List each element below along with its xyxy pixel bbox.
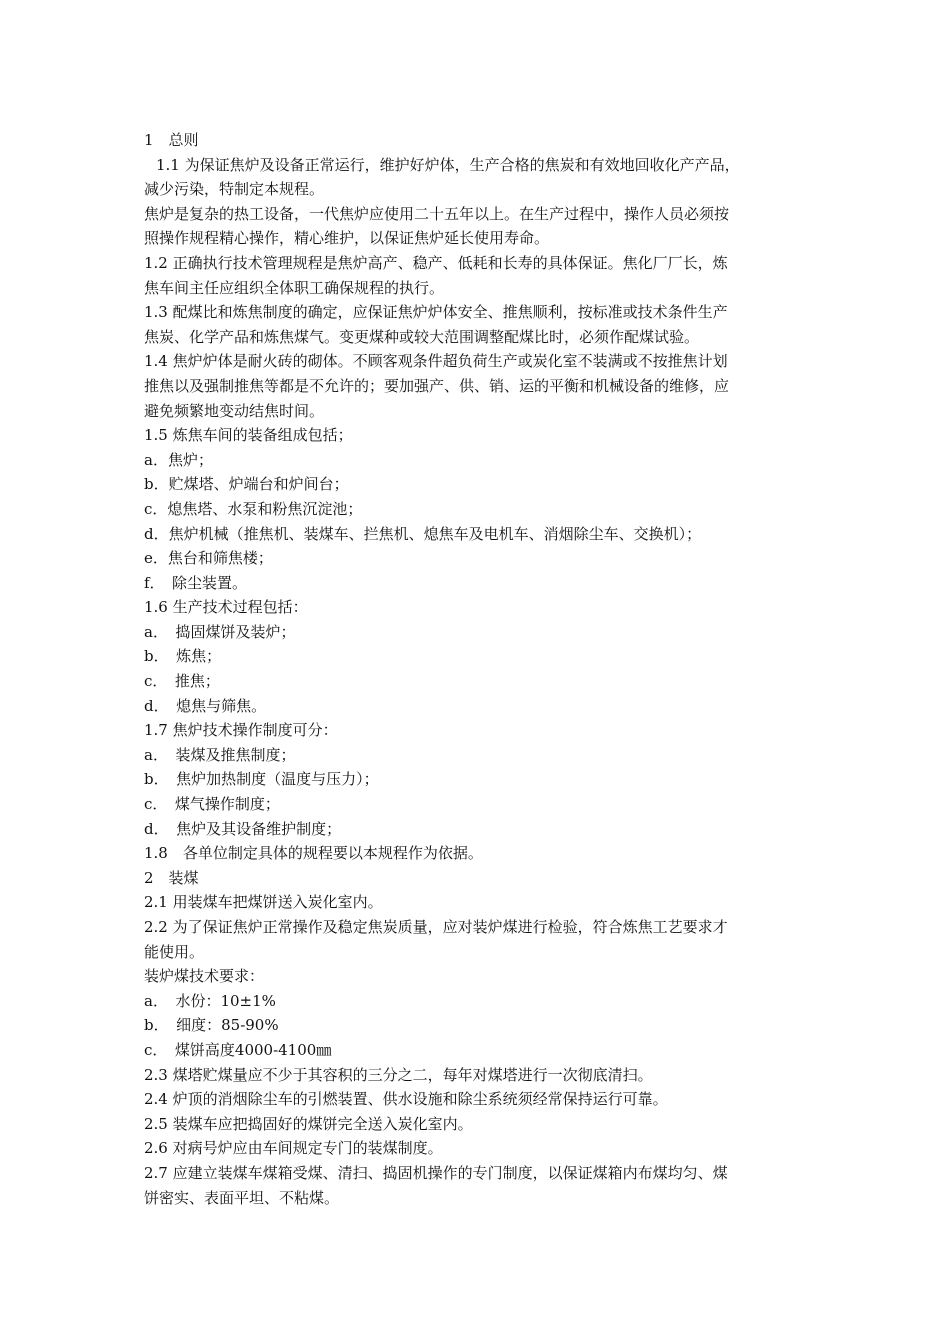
list-item: a． 捣固煤饼及装炉；	[144, 622, 296, 641]
paragraph-line: 1.7 焦炉技术操作制度可分：	[144, 721, 338, 740]
paragraph-line: 1.6 生产技术过程包括：	[144, 598, 308, 617]
paragraph-line: 2.5 装煤车应把捣固好的煤饼完全送入炭化室内。	[144, 1114, 473, 1133]
list-item: d． 焦炉及其设备维护制度；	[144, 819, 342, 838]
list-item: f． 除尘装置。	[144, 573, 248, 592]
list-item: b． 焦炉加热制度（温度与压力）；	[144, 770, 379, 789]
paragraph-line: 照操作规程精心操作，精心维护，以保证焦炉延长使用寿命。	[144, 229, 550, 248]
list-item: d． 熄焦与筛焦。	[144, 696, 267, 715]
paragraph-line: 焦炉是复杂的热工设备，一代焦炉应使用二十五年以上。在生产过程中，操作人员必须按	[144, 204, 730, 223]
paragraph-line: 1.1 为保证焦炉及设备正常运行，维护好炉体，生产合格的焦炭和有效地回收化产产品，	[156, 155, 740, 174]
paragraph-line: 1.8 各单位制定具体的规程要以本规程作为依据。	[144, 844, 483, 863]
paragraph-line: 2.1 用装煤车把煤饼送入炭化室内。	[144, 893, 383, 912]
list-item: a． 水份：10±1%	[144, 991, 276, 1010]
list-item: c． 推焦；	[144, 672, 220, 691]
section-heading-coal-charging: 2 装煤	[144, 868, 199, 887]
paragraph-line: 避免频繁地变动结焦时间。	[144, 401, 325, 420]
list-item: b．贮煤塔、炉端台和炉间台；	[144, 475, 349, 494]
list-item: e．焦台和筛焦楼；	[144, 549, 273, 568]
paragraph-line: 2.3 煤塔贮煤量应不少于其容积的三分之二，每年对煤塔进行一次彻底清扫。	[144, 1065, 653, 1084]
list-item: b． 细度：85-90%	[144, 1016, 279, 1035]
list-item: d．焦炉机械（推焦机、装煤车、拦焦机、熄焦车及电机车、消烟除尘车、交换机）；	[144, 524, 702, 543]
paragraph-line: 推焦以及强制推焦等都是不允许的；要加强产、供、销、运的平衡和机械设备的维修，应	[144, 376, 730, 395]
paragraph-line: 1.5 炼焦车间的装备组成包括；	[144, 426, 353, 445]
paragraph-line: 2.2 为了保证焦炉正常操作及稳定焦炭质量，应对装炉煤进行检验，符合炼焦工艺要求才	[144, 918, 728, 936]
paragraph-line: 2.6 对病号炉应由车间规定专门的装煤制度。	[144, 1139, 443, 1158]
list-item: c． 煤气操作制度；	[144, 795, 280, 814]
list-item: b． 炼焦；	[144, 647, 222, 666]
paragraph-line: 焦炭、化学产品和炼焦煤气。变更煤种或较大范围调整配煤比时，必须作配煤试验。	[144, 327, 700, 346]
list-item: a． 装煤及推焦制度；	[144, 745, 296, 764]
list-item: c． 煤饼高度4000-4100㎜	[144, 1040, 332, 1059]
paragraph-line: 2.4 炉顶的消烟除尘车的引燃装置、供水设施和除尘系统须经常保持运行可靠。	[144, 1090, 668, 1109]
paragraph-line: 1.2 正确执行技术管理规程是焦炉高产、稳产、低耗和长寿的具体保证。焦化厂厂长，炼	[144, 253, 728, 272]
paragraph-line: 装炉煤技术要求：	[144, 967, 265, 986]
section-heading-general: 1 总则	[144, 131, 199, 149]
paragraph-line: 焦车间主任应组织全体职工确保规程的执行。	[144, 278, 445, 297]
paragraph-line: 能使用。	[144, 942, 205, 961]
document-body	[144, 128, 814, 1210]
list-item: c．熄焦塔、水泵和粉焦沉淀池；	[144, 499, 363, 518]
list-item: a．焦炉；	[144, 450, 213, 469]
paragraph-line: 1.4 焦炉炉体是耐火砖的砌体。不顾客观条件超负荷生产或炭化室不装满或不按推焦计划	[144, 352, 728, 371]
paragraph-line: 减少污染，特制定本规程。	[144, 180, 325, 199]
paragraph-line: 1.3 配煤比和炼焦制度的确定，应保证焦炉炉体安全、推焦顺利，按标准或技术条件生产	[144, 303, 728, 322]
paragraph-line: 饼密实、表面平坦、不粘煤。	[144, 1188, 340, 1207]
paragraph-line: 2.7 应建立装煤车煤箱受煤、清扫、捣固机操作的专门制度，以保证煤箱内布煤均匀、煤	[144, 1163, 728, 1182]
